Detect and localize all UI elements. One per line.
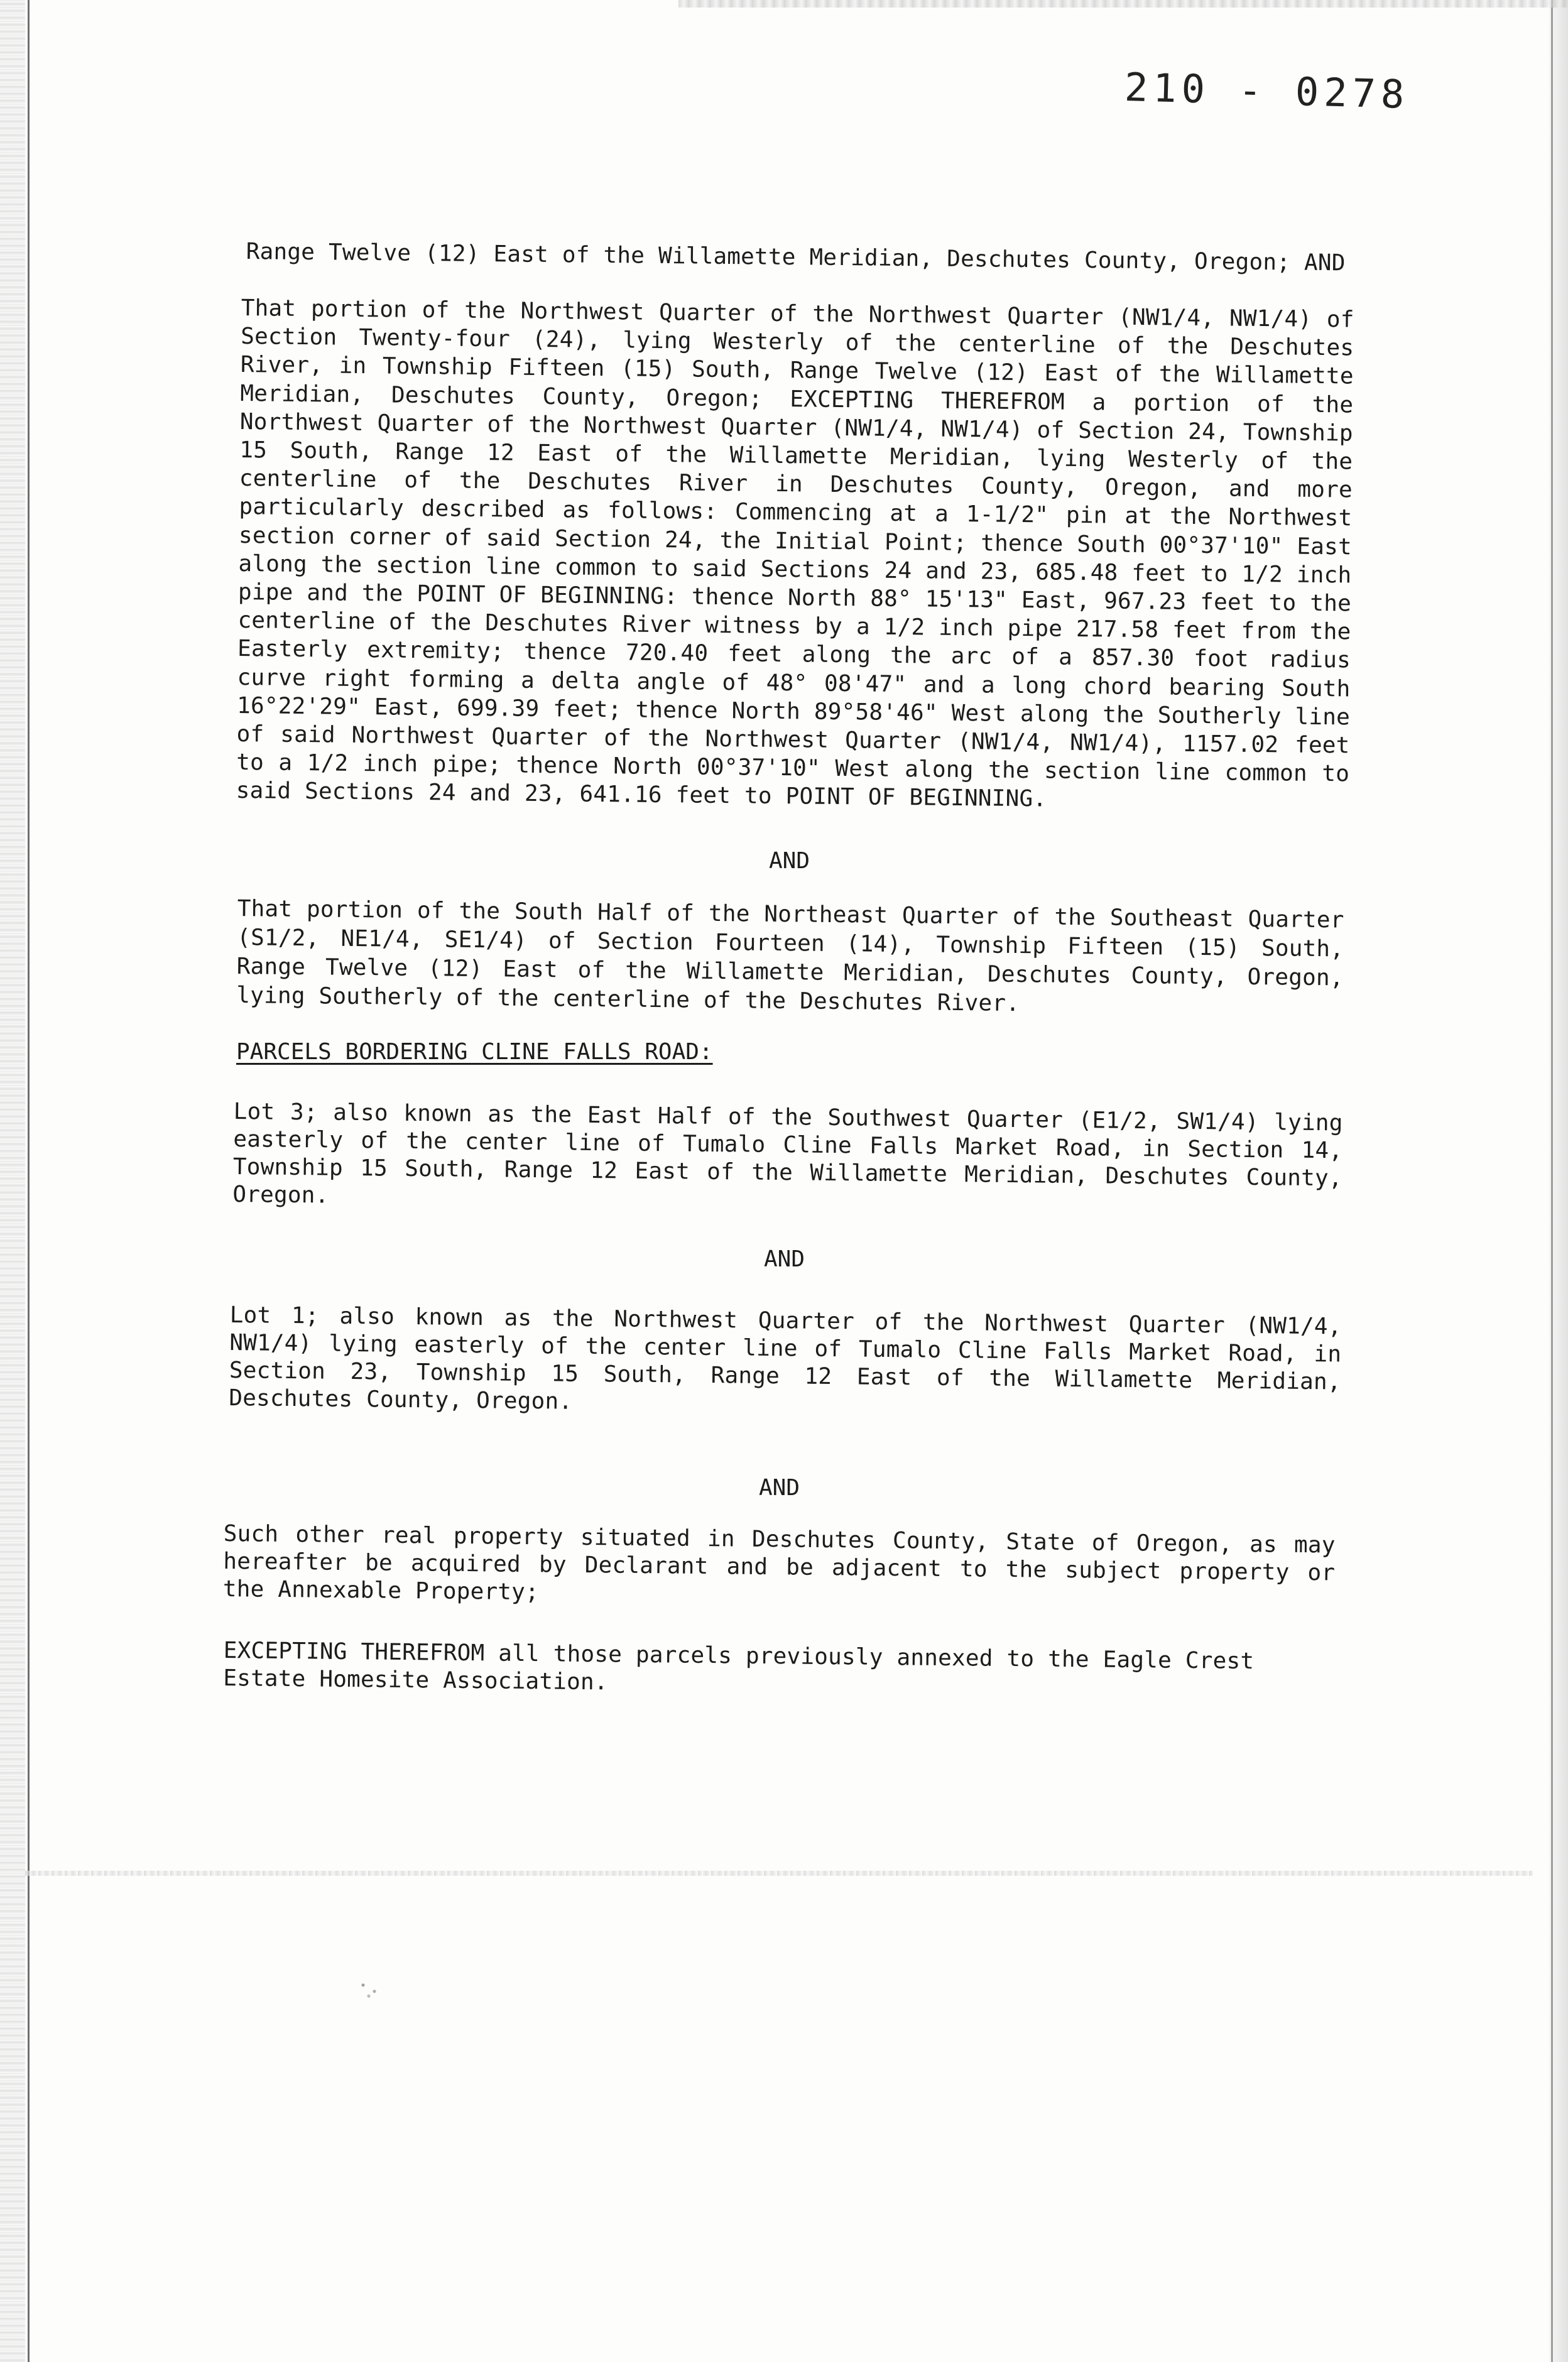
paragraph-other-property: Such other real property situated in Deschutes County, State of Oregon, as may hereafter be acquired by Declarant and be adjacent to the subject property or the Annexable Property;	[222, 1521, 1336, 1606]
scan-artifact-band	[25, 1871, 1533, 1876]
range-line: Range Twelve (12) East of the Willamette Meridian, Deschutes County, Oregon; AND	[246, 238, 1346, 276]
scan-specks	[352, 1973, 389, 2004]
scan-edge-left	[0, 0, 25, 2362]
heading-cline-falls-road: PARCELS BORDERING CLINE FALLS ROAD:	[236, 1039, 713, 1065]
page-number: 210 - 0278	[1124, 64, 1410, 117]
paragraph-northwest-quarter: That portion of the Northwest Quarter of the Northwest Quarter (NW1/4, NW1/4) of Section Twenty-four (24), lying Westerly of the centerline of the Deschutes River, in Township Fifteen (15) South, Range Twelve (12) East of the Willamette Meridian, Deschutes County, Oregon; EXCEPTING THEREFROM a portion of the Northwest Quarter of the Northwest Quarter (NW1/4, NW1/4) of Section 24, Township 15 South, Range 12 East of the Willamette Meridian, lying Westerly of the centerline of the Deschutes River in Deschutes County, Oregon, and more particularly described as follows: Commencing at a 1-1/2" pin at the Northwest section corner of said Section 24, the Initial Point; thence South 00°37'10" East along the section line common to said Sections 24 and 23, 685.48 feet to 1/2 inch pipe and the POINT OF BEGINNING: thence North 88° 15'13" East, 967.23 feet to the centerline of the Deschutes River witness by a 1/2 inch pipe 217.58 feet from the Easterly extremity; thence 720.40 feet along the arc of a 857.30 foot radius curve right forming a delta angle of 48° 08'47" and a long chord bearing South 16°22'29" East, 699.39 feet; thence North 89°58'46" West along the Southerly line of said Northwest Quarter of the Northwest Quarter (NW1/4, NW1/4), 1157.02 feet to a 1/2 inch pipe; thence North 00°37'10" West along the section line common to said Sections 24 and 23, 641.16 feet to POINT OF BEGINNING.	[236, 295, 1354, 812]
binding-line-left	[28, 0, 30, 2362]
paragraph-south-half: That portion of the South Half of the Northeast Quarter of the Southeast Quarter (S1/2, NE1/4, SE1/4) of Section Fourteen (14), Township Fifteen (15) South, Range Twelve (12) East of the Willamette Meridian, Deschutes County, Oregon, lying Southerly of the centerline of the Deschutes River.	[236, 895, 1344, 1017]
binding-line-right	[1551, 0, 1553, 2362]
scan-edge-top	[678, 0, 1568, 8]
paragraph-excepting: EXCEPTING THEREFROM all those parcels previously annexed to the Eagle Crest Estate Homesite Association.	[223, 1638, 1255, 1695]
and-separator-3: AND	[759, 1475, 800, 1501]
and-separator-1: AND	[769, 848, 810, 874]
and-separator-2: AND	[764, 1246, 805, 1272]
paragraph-lot-1: Lot 1; also known as the Northwest Quarter of the Northwest Quarter (NW1/4, NW1/4) lying easterly of the center line of Tumalo Cline Falls Market Road, in Section 23, Township 15 South, Range 12 East of the Willamette Meridian, Deschutes County, Oregon.	[229, 1302, 1342, 1415]
paragraph-lot-3: Lot 3; also known as the East Half of the Southwest Quarter (E1/2, SW1/4) lying easterly of the center line of Tumalo Cline Falls Market Road, in Section 14, Township 15 South, Range 12 East of the Willamette Meridian, Deschutes County, Oregon.	[232, 1099, 1343, 1209]
